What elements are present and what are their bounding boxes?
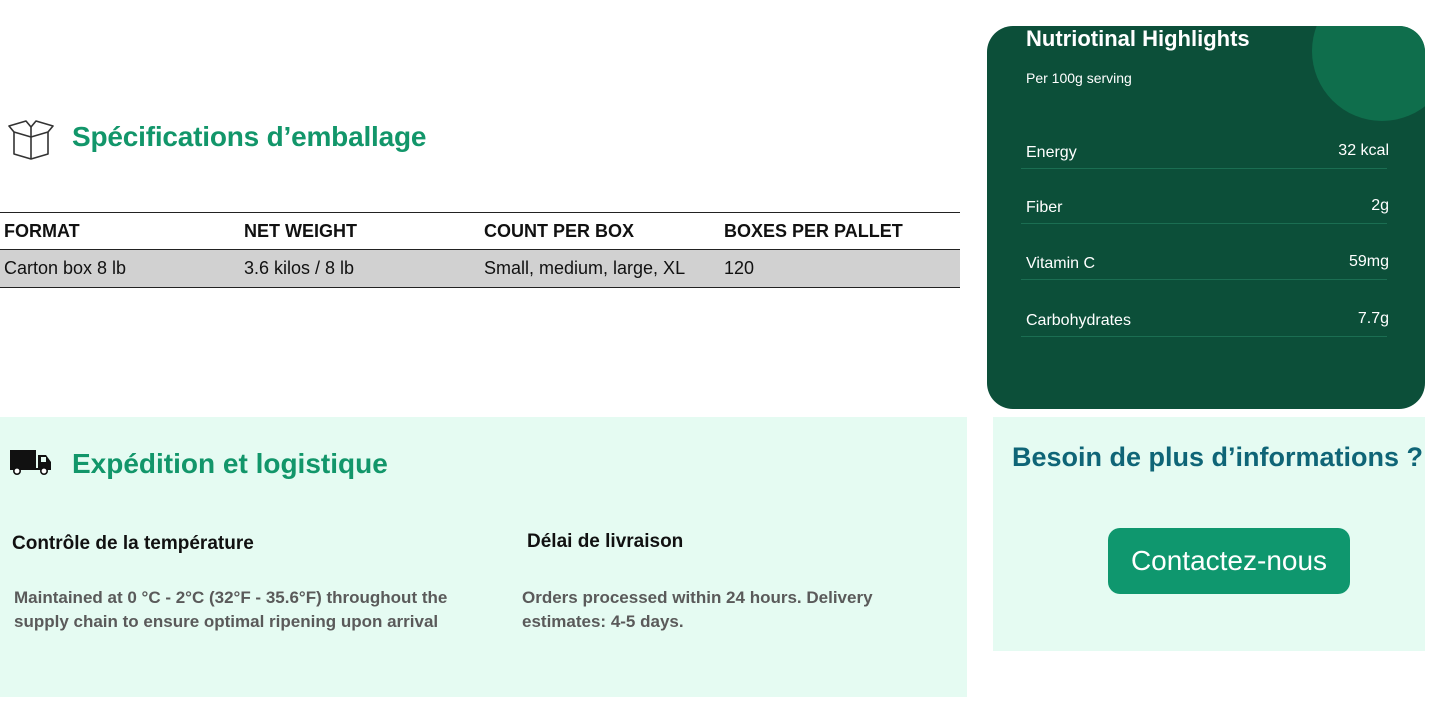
table-header-cell: BOXES PER PALLET <box>720 213 960 250</box>
nutrition-label: Energy <box>1026 144 1077 161</box>
table-cell: 3.6 kilos / 8 lb <box>240 250 480 288</box>
temperature-text: Maintained at 0 °C - 2°C (32°F - 35.6°F) throughout the supply chain to ensure optimal ripening upon arrival <box>14 588 448 631</box>
packaging-table <box>0 212 960 288</box>
nutrition-value: 32 kcal <box>1338 142 1389 159</box>
nutrition-value: 2g <box>1371 197 1389 214</box>
nutrition-row-vitamin-c <box>1021 251 1387 280</box>
box-icon <box>8 118 54 160</box>
delivery-text: Orders processed within 24 hours. Delivery estimates: 4-5 days. <box>522 588 873 631</box>
packaging-section-header <box>8 118 54 160</box>
nutrition-value: 59mg <box>1348 253 1389 270</box>
nutrition-row-carbohydrates <box>1021 308 1387 337</box>
table-cell: Small, medium, large, XL <box>480 250 720 288</box>
table-header-cell: NET WEIGHT <box>240 213 480 250</box>
info-title: Besoin de plus d’informations ? <box>1012 442 1424 472</box>
decorative-circle <box>1312 26 1425 121</box>
table-header-cell: FORMAT <box>0 213 240 250</box>
shipping-title: Expédition et logistique <box>72 448 388 479</box>
table-header-row <box>0 213 960 250</box>
nutrition-label: Vitamin C <box>1026 255 1096 272</box>
nutrition-value: 7.7g <box>1357 310 1389 327</box>
table-cell: Carton box 8 lb <box>0 250 240 288</box>
temperature-heading: Contrôle de la température <box>12 533 254 554</box>
table-cell: 120 <box>720 250 960 288</box>
nutrition-row-energy <box>1021 140 1387 169</box>
table-row <box>0 250 960 288</box>
nutrition-subtitle: Per 100g serving <box>1026 70 1132 86</box>
packaging-title: Spécifications d’emballage <box>72 121 427 152</box>
nutrition-card <box>987 26 1425 409</box>
nutrition-label: Fiber <box>1026 199 1063 216</box>
contact-button[interactable]: Contactez-nous <box>1108 528 1350 594</box>
nutrition-title: Nutriotinal Highlights <box>1026 26 1250 51</box>
table-header-cell: COUNT PER BOX <box>480 213 720 250</box>
truck-icon <box>10 450 52 476</box>
delivery-heading: Délai de livraison <box>527 531 684 552</box>
nutrition-label: Carbohydrates <box>1026 312 1131 329</box>
nutrition-row-fiber <box>1021 195 1387 224</box>
